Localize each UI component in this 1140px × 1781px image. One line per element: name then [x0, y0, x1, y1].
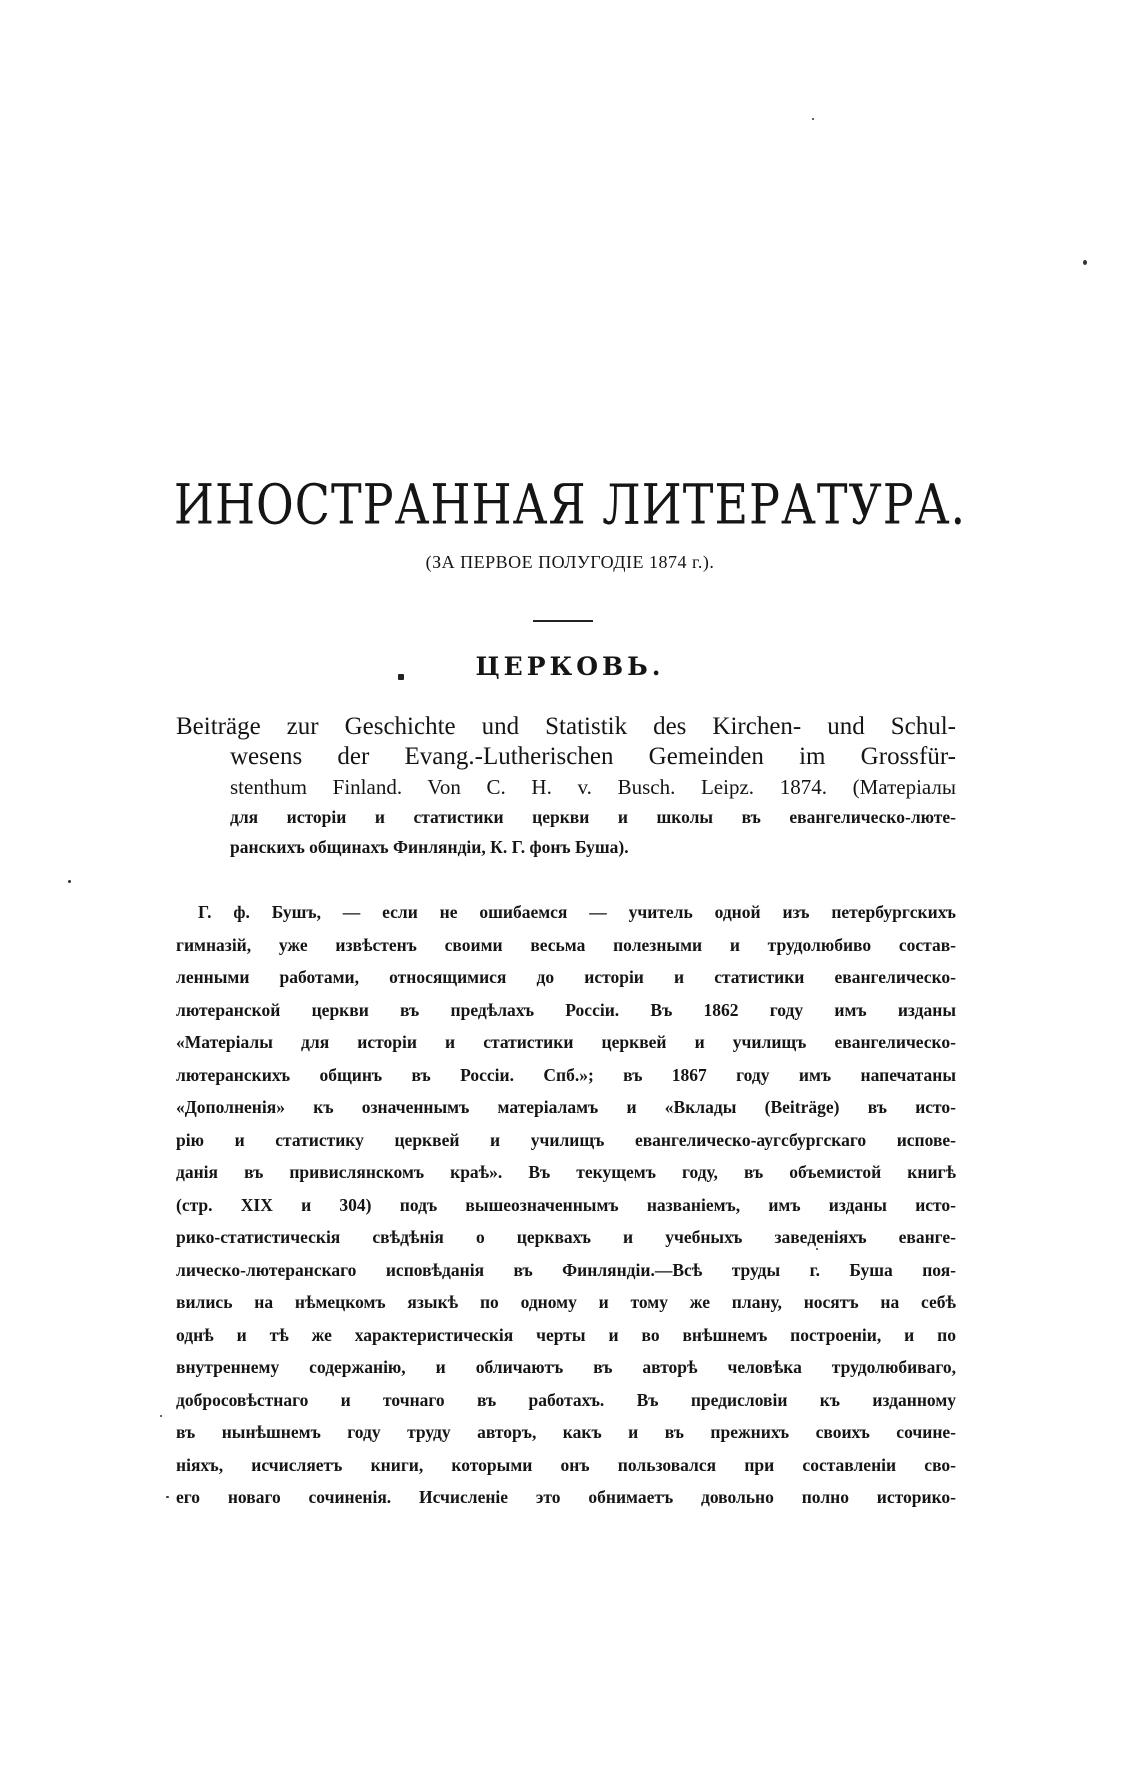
bibliography-line: Beiträge zur Geschichte und Statistik des Kirchen- und Schul- [176, 713, 956, 740]
body-line: гимназій, уже извѣстенъ своими весьма полезными и трудолюбиво состав- [176, 934, 956, 955]
bibliography-entry [176, 712, 956, 862]
scan-speck [812, 118, 814, 120]
body-line: лическо-лютеранскаго исповѣданія въ Финляндіи.—Всѣ труды г. Буша поя- [176, 1259, 956, 1280]
title-divider [533, 620, 593, 622]
body-line: однѣ и тѣ же характеристическія черты и во внѣшнемъ построеніи, и по [176, 1324, 956, 1345]
scan-speck [816, 1248, 818, 1250]
bibliography-line: stenthum Finland. Von C. H. v. Busch. Leipz. 1874. (Матеріалы [230, 775, 956, 799]
body-line: лютеранской церкви въ предѣлахъ Россіи. Въ 1862 году имъ изданы [176, 999, 956, 1020]
body-line: данія въ привислянскомъ краѣ». Въ текущемъ году, въ объемистой книгѣ [176, 1162, 956, 1182]
body-line: лютеранскихъ общинъ въ Россіи. Спб.»; въ 1867 году имъ напечатаны [176, 1064, 956, 1085]
body-line: рико-статистическія свѣдѣнія о церквахъ и учебныхъ заведеніяхъ еванге- [176, 1227, 956, 1247]
body-line: «Дополненія» къ означеннымъ матеріаламъ и «Вклады (Beiträge) въ исто- [176, 1097, 956, 1117]
bibliography-line: wesens der Evang.-Lutherischen Gemeinden im Grossfür- [230, 743, 956, 770]
body-line: его новаго сочиненія. Исчисленіе это обнимаетъ довольно полно историко- [176, 1487, 956, 1507]
page-subtitle: (ЗА ПЕРВОЕ ПОЛУГОДІЕ 1874 г.). [425, 552, 715, 572]
body-line: рію и статистику церквей и училищъ евангелическо-аугсбургскаго испове- [176, 1129, 956, 1150]
scan-speck [68, 880, 71, 883]
body-line: вились на нѣмецкомъ языкѣ по одному и тому же плану, носятъ на себѣ [176, 1292, 956, 1312]
body-line: внутреннему содержанію, и обличаютъ въ авторѣ человѣка трудолюбиваго, [176, 1357, 956, 1377]
bibliography-line: ранскихъ общинахъ Финляндіи, К. Г. фонъ Буша). [230, 837, 629, 857]
body-line: (стр. XIX и 304) подъ вышеозначеннымъ названіемъ, имъ изданы исто- [176, 1194, 956, 1215]
body-line: ніяхъ, исчисляетъ книги, которыми онъ пользовался при составленіи сво- [176, 1454, 956, 1475]
body-line: ленными работами, относящимися до исторіи и статистики евангелическо- [176, 967, 956, 987]
scan-speck [166, 1496, 169, 1498]
scan-speck [1083, 260, 1087, 265]
body-line: Г. ф. Бушъ, — если не ошибаемся — учитель одной изъ петербургскихъ [198, 902, 956, 922]
section-heading: ЦЕРКОВЬ. [475, 652, 665, 681]
scan-speck [160, 1415, 162, 1417]
body-line: въ нынѣшнемъ году труду авторъ, какъ и въ прежнихъ своихъ сочине- [176, 1422, 956, 1442]
page-title: ИНОСТРАННАЯ ЛИТЕРАТУРА. [173, 472, 967, 537]
body-paragraph [176, 896, 956, 1514]
bibliography-line: для исторіи и статистики церкви и школы въ евангелическо-люте- [230, 807, 956, 827]
body-line: «Матеріалы для исторіи и статистики церквей и училищъ евангелическо- [176, 1032, 956, 1052]
body-line: добросовѣстнаго и точнаго въ работахъ. Въ предисловіи къ изданному [176, 1389, 956, 1410]
